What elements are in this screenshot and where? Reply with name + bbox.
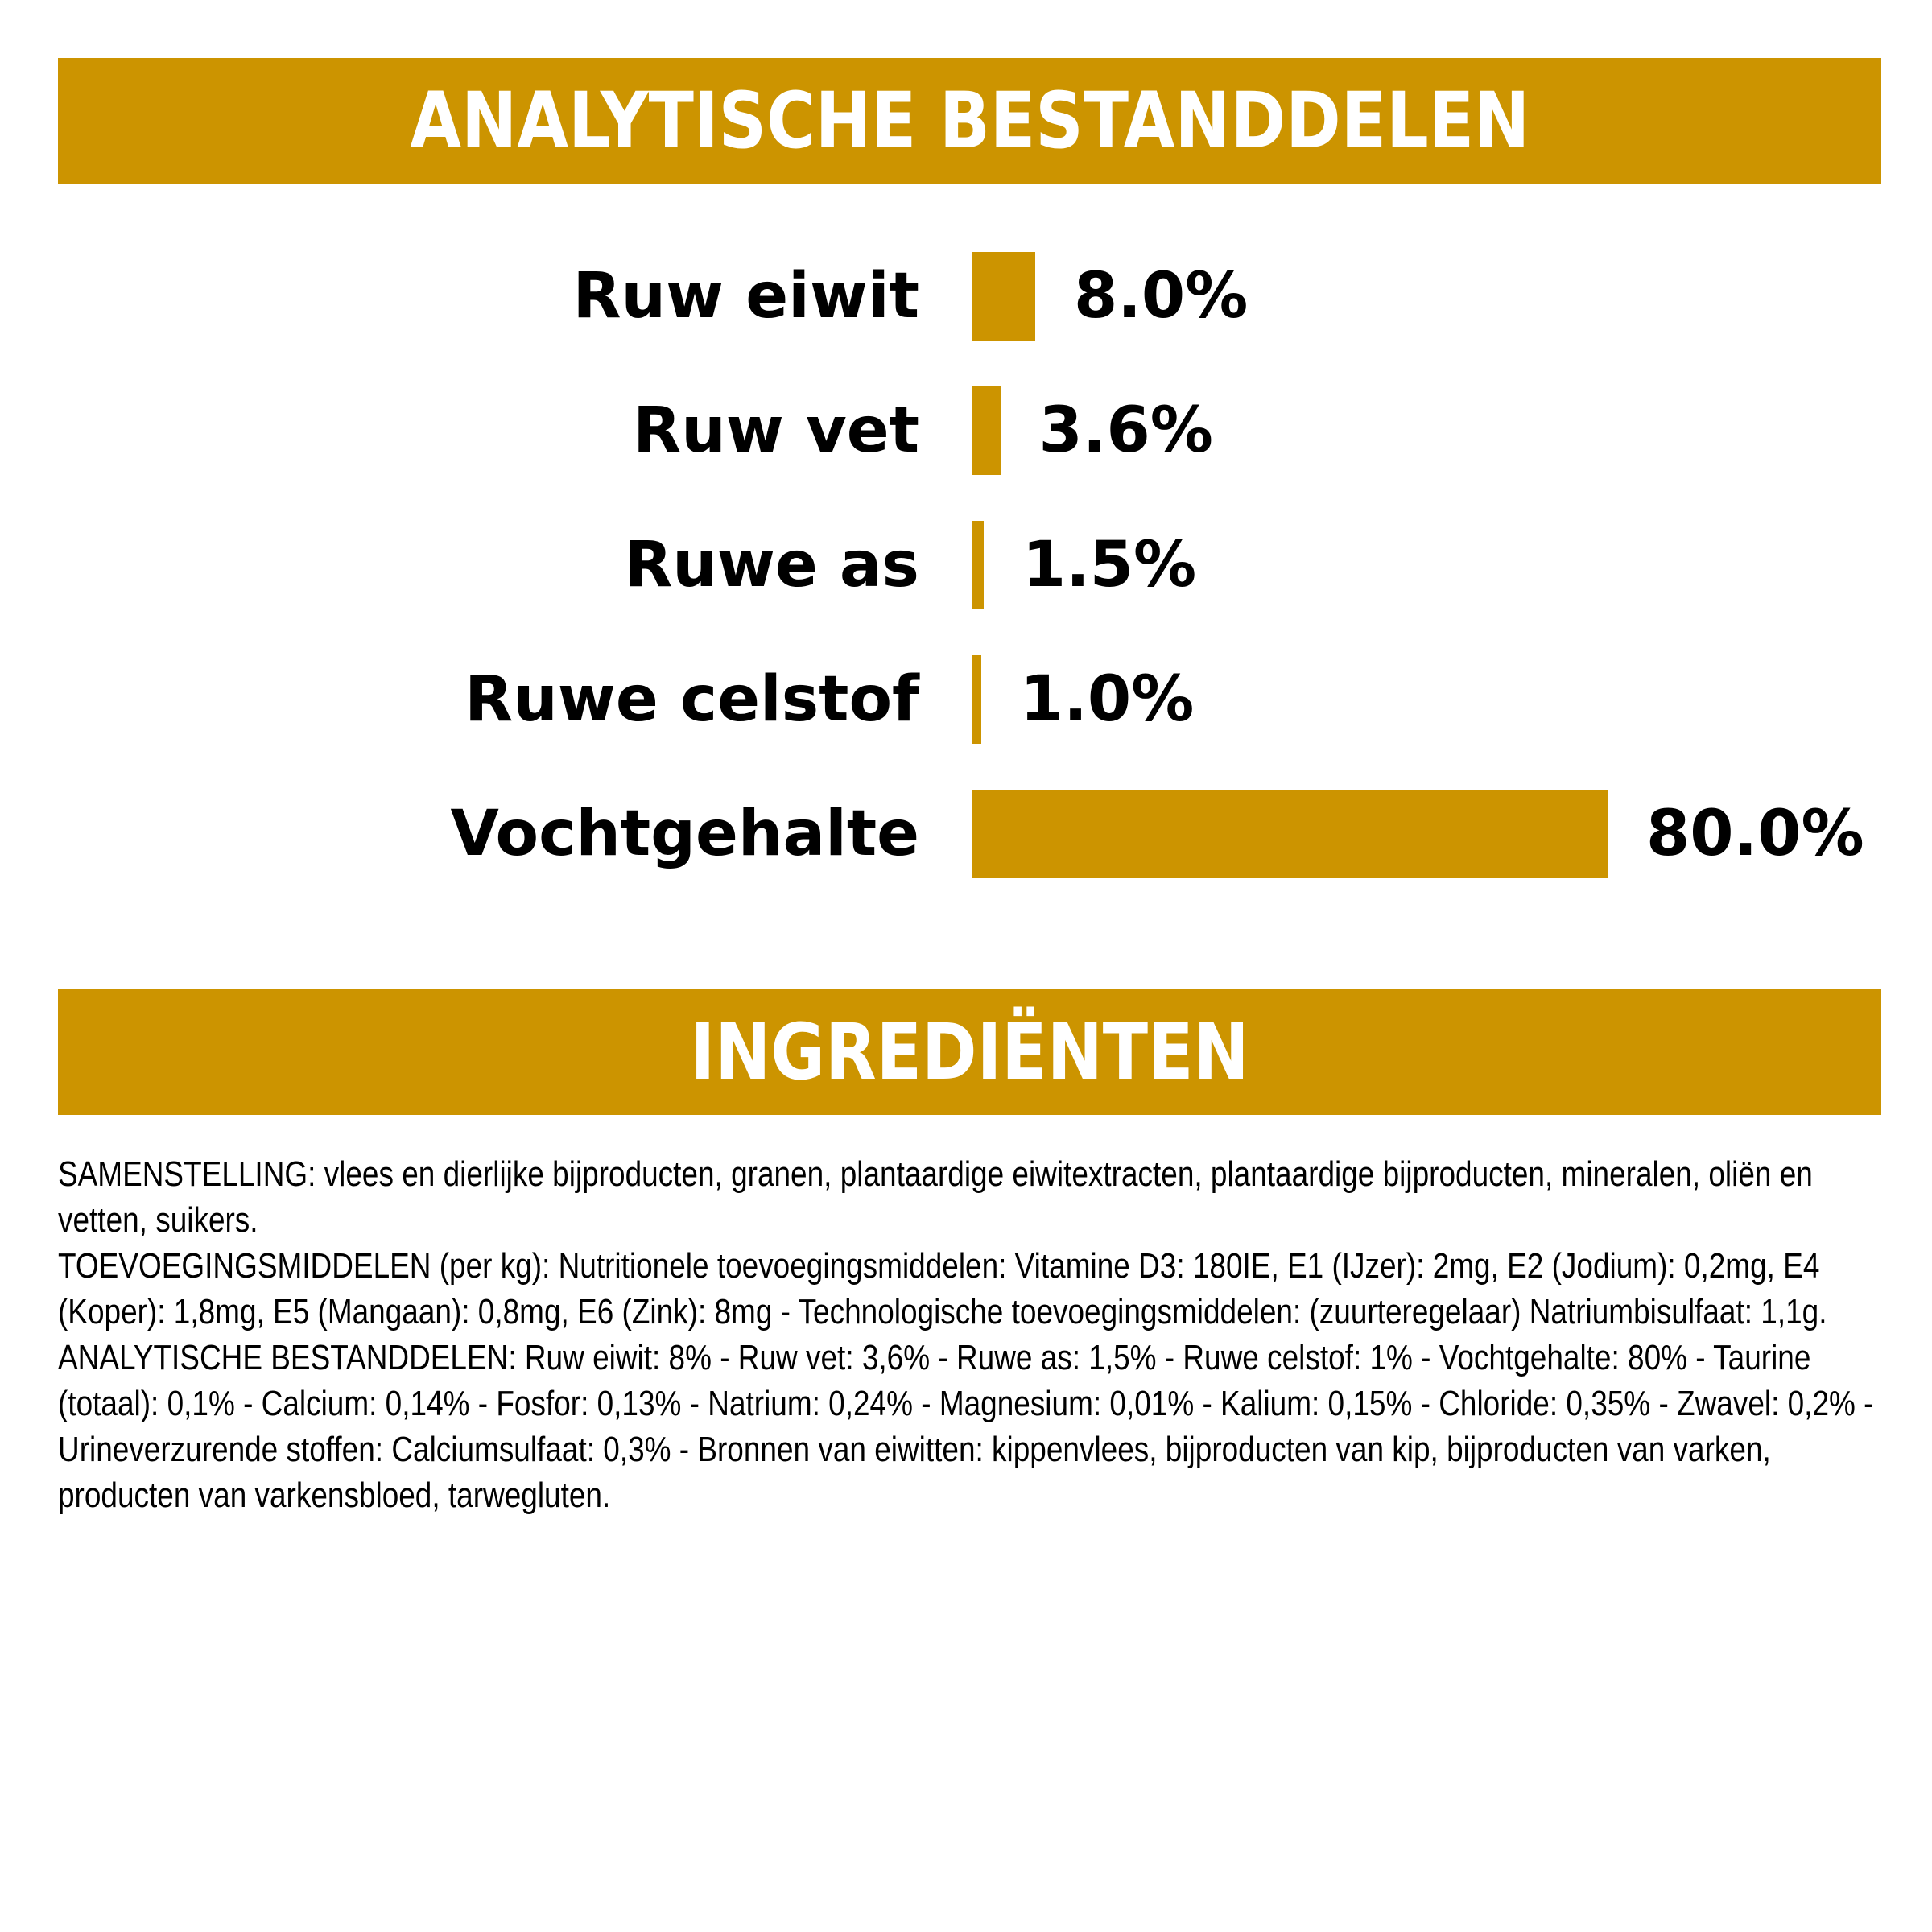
bar-label: Ruw vet: [633, 394, 919, 467]
bar-label: Ruwe celstof: [464, 663, 919, 736]
bar: [972, 655, 981, 744]
bar-value-label: 1.0%: [1020, 663, 1195, 736]
analytic-title: ANALYTISCHE BESTANDDELEN: [410, 76, 1530, 166]
ingredients-text: [58, 1151, 1885, 1674]
ingredients-title: INGREDIËNTEN: [690, 1007, 1249, 1097]
bar: [972, 521, 984, 609]
ingredients-paragraph-composition: SAMENSTELLING: vlees en dierlijke bijproducten, granen, plantaardige eiwitextracten, plantaardige bijproducten, mineralen, oliën en vetten, suikers.: [58, 1154, 1813, 1240]
bar-value-label: 8.0%: [1074, 260, 1249, 332]
bar: [972, 386, 1001, 475]
analytic-banner: [58, 58, 1881, 184]
ingredients-banner: [58, 989, 1881, 1115]
bar-value-label: 1.5%: [1022, 529, 1197, 601]
bar: [972, 790, 1608, 878]
bar-label: Ruw eiwit: [572, 260, 919, 332]
bar-label: Vochtgehalte: [450, 798, 919, 870]
bar: [972, 252, 1035, 341]
ingredients-paragraph-analytic: ANALYTISCHE BESTANDDELEN: Ruw eiwit: 8% - Ruw vet: 3,6% - Ruwe as: 1,5% - Ruwe celstof: 1% - Vochtgehalte: 80% - Taurine (totaal): 0,1% - Calcium: 0,14% - Fosfor: 0,13% - Natrium: 0,24% - Magnesium: 0,01% - Kalium: 0,15% - Chloride: 0,35% - Zwavel: 0,2% - Urineverzurende stoffen: Calciumsulfaat: 0,3% - Bronnen van eiwitten: kippenvlees, bijproducten van kip, bijproducten van varken, producten van varkensbloed, tarwegluten.: [58, 1338, 1874, 1515]
ingredients-paragraph-additives: TOEVOEGINGSMIDDELEN (per kg): Nutritionele toevoegingsmiddelen: Vitamine D3: 180IE, E1 (IJzer): 2mg, E2 (Jodium): 0,2mg, E4 (Koper): 1,8mg, E5 (Mangaan): 0,8mg, E6 (Zink): 8mg - Technologische toevoegingsmiddelen: (zuurteregelaar) Natriumbisulfaat: 1,1g.: [58, 1246, 1827, 1331]
bar-value-label: 3.6%: [1038, 394, 1213, 467]
bar-value-label: 80.0%: [1646, 798, 1864, 870]
bar-label: Ruwe as: [624, 529, 919, 601]
